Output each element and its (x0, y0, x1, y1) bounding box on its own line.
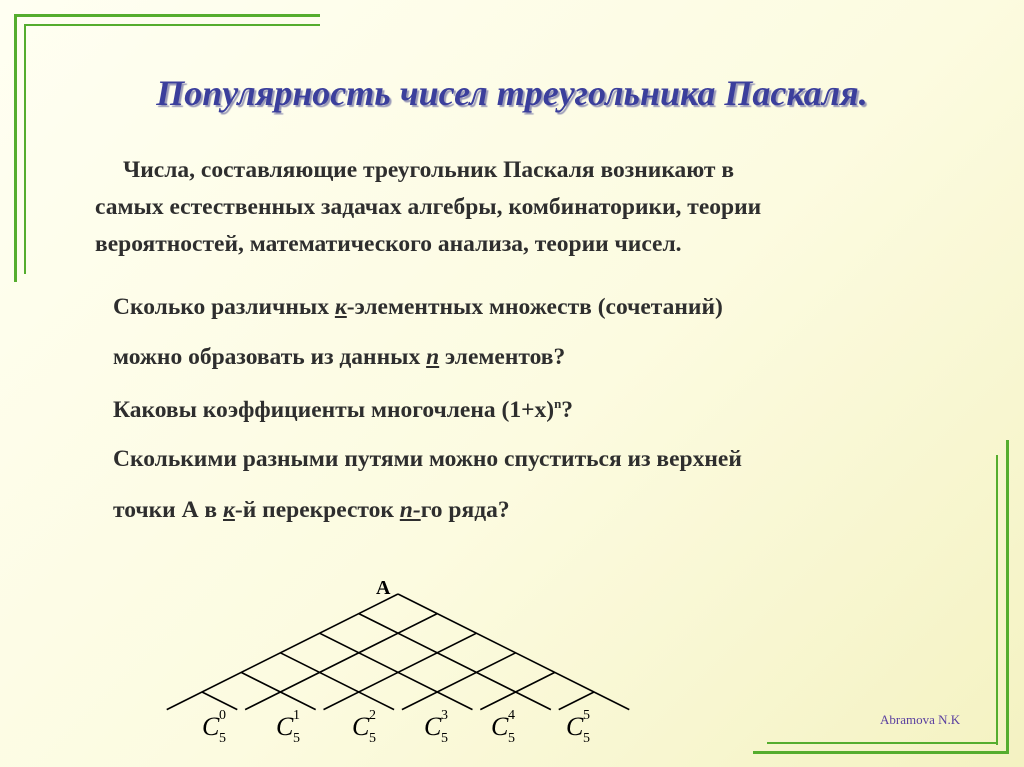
combination-label-4: C (491, 712, 509, 741)
bottom-labels (202, 708, 590, 746)
q5-text-c: го ряда? (420, 497, 510, 523)
combination-sup-3: 3 (441, 708, 448, 723)
intro-line-1: Числа, составляющие треугольник Паскаля возникают в (123, 157, 735, 183)
combination-label-2: C (352, 712, 370, 741)
combination-sub-3: 5 (441, 731, 448, 746)
combination-sup-1: 1 (293, 708, 300, 723)
q1-var-k: к (334, 294, 347, 320)
grid-line-right-1 (359, 614, 551, 710)
combination-sub-2: 5 (369, 731, 376, 746)
q5-var-k: к (223, 497, 235, 523)
q5-text-a: точки А в (113, 497, 223, 523)
intro-line-3: вероятностей, математического анализа, теории чисел. (95, 231, 682, 257)
combination-label-0: C (202, 712, 220, 741)
q5-var-n: n- (399, 497, 421, 523)
q3-text-a: Каковы коэффициенты многочлена (1+x) (113, 396, 555, 423)
grid-line-right-5 (202, 692, 237, 710)
grid-line-left-2 (324, 633, 477, 709)
combination-sup-2: 2 (369, 708, 376, 723)
q3-text-b: ? (561, 396, 574, 423)
combination-sub-0: 5 (219, 731, 226, 746)
grid-line-right-4 (241, 672, 315, 709)
combination-label-3: C (424, 712, 442, 741)
grid-line-left-5 (559, 692, 594, 710)
slide-title: Популярность чисел треугольника Паскаля. (156, 73, 868, 113)
combination-sup-5: 5 (583, 708, 590, 723)
grid-line-left-1 (245, 614, 437, 710)
intro-line-2: самых естественных задачах алгебры, комбинаторики, теории (95, 194, 762, 220)
author-label: Abramova N.K (880, 712, 961, 727)
grid-lines (167, 594, 630, 710)
combination-sub-1: 5 (293, 731, 300, 746)
q2-text-a: можно образовать из данных (113, 344, 427, 370)
combination-label-5: C (566, 712, 584, 741)
combination-sup-4: 4 (508, 708, 515, 723)
grid-line-left-4 (480, 672, 554, 709)
apex-label: A (376, 577, 391, 599)
question-line-4: Сколькими разными путями можно спуститься из верхней (113, 446, 742, 472)
grid-line-right-2 (320, 633, 473, 709)
combination-sub-5: 5 (583, 731, 590, 746)
q2-text-b: элементов? (439, 344, 566, 370)
q1-text-a: Сколько различных (113, 294, 335, 320)
combination-label-1: C (276, 712, 294, 741)
q1-text-b: -элементных множеств (сочетаний) (346, 294, 723, 320)
combination-sup-0: 0 (219, 708, 226, 723)
q2-var-n: n (426, 344, 440, 370)
q3-sup-n: n (554, 396, 562, 411)
q5-text-b: -й перекресток (234, 497, 400, 523)
combination-sub-4: 5 (508, 731, 515, 746)
